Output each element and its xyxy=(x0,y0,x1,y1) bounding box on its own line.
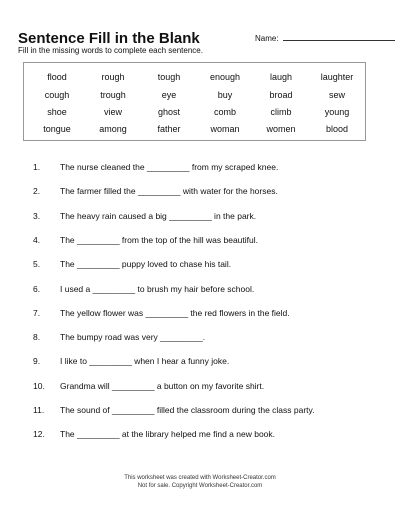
word-bank-word: cough xyxy=(44,90,70,100)
word-bank-word: trough xyxy=(100,90,126,100)
question-number: 3. xyxy=(33,210,41,221)
question-number: 5. xyxy=(33,259,41,270)
footer xyxy=(0,474,400,490)
question-text: The bumpy road was very _________. xyxy=(60,332,206,343)
word-bank-word: view xyxy=(103,107,122,117)
question-number: 1. xyxy=(33,162,41,172)
question-item xyxy=(0,332,400,346)
question-text: The farmer filled the _________ with water for the horses. xyxy=(60,186,278,197)
footer-line-1: This worksheet was created with Worksheet-Creator.com xyxy=(124,475,276,481)
word-bank-word: blood xyxy=(325,124,349,134)
word-bank-word: climb xyxy=(270,107,292,117)
word-bank-word: young xyxy=(324,107,350,117)
question-number: 12. xyxy=(33,429,45,440)
question-number: 2. xyxy=(33,186,41,197)
question-item xyxy=(0,162,400,176)
question-item xyxy=(0,381,400,395)
question-text: I used a _________ to brush my hair before school. xyxy=(60,283,255,294)
question-item xyxy=(0,259,400,273)
question-item xyxy=(0,356,400,370)
name-field xyxy=(255,32,395,43)
word-bank-word: tough xyxy=(157,72,181,82)
question-item xyxy=(0,405,400,419)
question-number: 10. xyxy=(33,380,45,391)
question-number: 4. xyxy=(33,234,41,245)
instructions: Fill in the missing words to complete each sentence. xyxy=(18,46,203,55)
question-text: The yellow flower was _________ the red flowers in the field. xyxy=(60,307,290,318)
name-line xyxy=(283,32,395,41)
question-text: The _________ from the top of the hill was beautiful. xyxy=(60,234,258,245)
footer-line-2: Not for sale. Copyright Worksheet-Creator.com xyxy=(137,483,263,489)
question-number: 8. xyxy=(33,332,41,343)
question-item xyxy=(0,284,400,298)
question-item xyxy=(0,186,400,200)
page-title: Sentence Fill in the Blank xyxy=(18,30,200,47)
question-number: 7. xyxy=(33,307,41,318)
question-item xyxy=(0,308,400,322)
name-label: Name: xyxy=(255,34,279,43)
word-bank-word: ghost xyxy=(157,107,181,117)
word-bank-word: among xyxy=(99,124,127,134)
word-bank-word: eye xyxy=(161,90,177,100)
word-bank-word: women xyxy=(266,124,296,134)
question-text: The nurse cleaned the _________ from my scraped knee. xyxy=(60,162,279,172)
word-bank-word: father xyxy=(157,124,181,134)
word-bank-word: buy xyxy=(217,90,233,100)
question-item xyxy=(0,211,400,225)
word-bank-word: laugh xyxy=(269,72,293,82)
question-number: 6. xyxy=(33,283,41,294)
question-text: The _________ puppy loved to chase his tail. xyxy=(60,259,232,270)
word-bank-word: broad xyxy=(269,90,293,100)
question-item xyxy=(0,235,400,249)
question-number: 11. xyxy=(33,405,45,415)
word-bank-word: comb xyxy=(213,107,236,117)
question-item xyxy=(0,429,400,443)
word-bank-word: rough xyxy=(101,72,125,82)
word-bank-word: flood xyxy=(47,72,67,82)
word-bank-word: tongue xyxy=(43,124,71,134)
word-bank xyxy=(23,62,366,141)
word-bank-word: woman xyxy=(210,124,240,134)
word-bank-word: enough xyxy=(209,72,241,82)
word-bank-word: laughter xyxy=(320,72,354,82)
word-bank-word: sew xyxy=(328,90,345,100)
question-text: I like to _________ when I hear a funny joke. xyxy=(60,356,230,367)
word-bank-word: shoe xyxy=(47,107,67,117)
question-text: The _________ at the library helped me find a new book. xyxy=(60,429,276,440)
question-text: The sound of _________ filled the classroom during the class party. xyxy=(60,405,315,415)
question-text: Grandma will _________ a button on my favorite shirt. xyxy=(60,380,265,391)
question-text: The heavy rain caused a big _________ in the park. xyxy=(60,210,257,221)
question-number: 9. xyxy=(33,356,41,367)
